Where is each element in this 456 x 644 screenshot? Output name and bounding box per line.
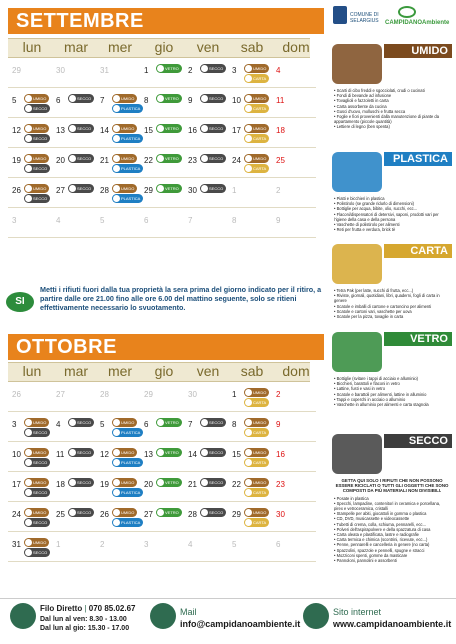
carta-badge: CARTA (244, 164, 269, 173)
vetro-badge: VETRO (156, 94, 182, 103)
umido-bin-image (332, 44, 382, 84)
list-item: • Mozziconi spenti, gomme da masticare (334, 552, 408, 558)
list-item: • Foglie e fiori provenienti dalla manutenzione di piante da appartamento (piccole quantità) (334, 114, 439, 125)
day-number: 6 (144, 216, 149, 225)
day-number: 7 (188, 216, 193, 225)
day-number: 11 (56, 450, 65, 459)
umido-badge: UMIDO (244, 94, 269, 103)
weekday-label: sab (240, 39, 264, 55)
carta-badge: CARTA (244, 398, 269, 407)
day-number: 4 (56, 420, 61, 429)
day-number: 6 (144, 420, 149, 429)
plastica-badge: PLASTICA (112, 488, 143, 497)
list-item: • Polveri dell'aspirapolvere e della spazzatura di casa (334, 526, 431, 532)
list-item: • Tovaglioli e fazzoletti in carta (334, 98, 389, 104)
day-number: 6 (56, 96, 61, 105)
umido-badge: UMIDO (244, 478, 269, 487)
day-number: 16 (188, 126, 197, 135)
calendar-cell (8, 208, 316, 238)
web-link[interactable]: www.campidanoambiente.it (333, 619, 452, 629)
plastica-list (334, 196, 450, 232)
day-number: 1 (232, 186, 237, 195)
secco-badge: SECCO (24, 134, 50, 143)
day-number: 25 (56, 510, 65, 519)
weekday-label: mer (107, 39, 133, 55)
secco-badge: SECCO (200, 154, 226, 163)
secco-list (334, 478, 450, 563)
list-item: • Gusci d'uovo, molluschi e frutta secca (334, 108, 406, 114)
list-item: • Tubetti di crema, colla, schiuma, pennarelli, ecc... (334, 521, 426, 527)
web-title: Sito internet (333, 607, 382, 617)
day-number: 17 (232, 126, 241, 135)
list-item: • CD, DVD, musicassette e videocassette (334, 516, 410, 522)
plastica-badge: PLASTICA (112, 134, 143, 143)
month-header-october: OTTOBRE (8, 334, 324, 360)
carta-header: CARTA (384, 244, 452, 258)
si-badge: SI (6, 292, 34, 312)
list-item: • Scatole e barattoli per alimenti, lattine in alluminio (334, 391, 427, 397)
day-number: 14 (188, 450, 197, 459)
day-number: 28 (100, 186, 109, 195)
day-number: 27 (144, 510, 153, 519)
umido-header: UMIDO (384, 44, 452, 58)
day-number: 23 (276, 480, 285, 489)
plastica-header: PLASTICA (384, 152, 452, 166)
day-number: 31 (12, 540, 21, 549)
list-item: • Lettiere di legno (ben spenta) (334, 124, 390, 130)
secco-intro: GETTA QUI SOLO I RIFIUTI CHE NON POSSONO ESSERE RICICLATI O TUTTI GLI OGGETTI CHE SONO COMPOSTI DA PIÙ MATERIALI NON DIVISIBILI. (335, 478, 449, 494)
footer: Filo Diretto | 070 85.02.67 Dal lun al ven: 8.30 - 13.00 Dal lun al gio: 15.30 - 17.00 Mail info@campidanoambiente.it Sito internet www.campidanoambiente.it (0, 598, 456, 644)
day-number: 30 (56, 66, 65, 75)
vetro-badge: VETRO (156, 184, 182, 193)
carta-badge: CARTA (244, 134, 269, 143)
secco-badge: SECCO (200, 478, 226, 487)
day-number: 3 (12, 216, 17, 225)
day-number: 3 (144, 540, 149, 549)
day-number: 22 (144, 156, 153, 165)
carta-list (334, 288, 450, 319)
secco-badge: SECCO (68, 94, 94, 103)
list-item: • Stampelle per abiti, giocattoli in gomma o plastica (334, 511, 427, 517)
umido-badge: UMIDO (112, 154, 137, 163)
secco-header: SECCO (384, 434, 452, 448)
day-number: 27 (56, 390, 65, 399)
vetro-badge: VETRO (156, 124, 182, 133)
day-number: 22 (232, 480, 241, 489)
umido-badge: UMIDO (24, 184, 49, 193)
day-number: 6 (276, 540, 281, 549)
day-number: 8 (144, 96, 149, 105)
umido-badge: UMIDO (244, 388, 269, 397)
list-item: • Bottiglie per acqua, bibite, olio, succhi, ecc... (334, 206, 418, 212)
day-number: 9 (276, 216, 281, 225)
day-number: 2 (276, 186, 281, 195)
day-number: 9 (188, 96, 193, 105)
list-item: • Carta assorbente da cucina (334, 103, 387, 109)
umido-badge: UMIDO (112, 124, 137, 133)
calendar-cell (8, 58, 316, 88)
list-item: • Tappi e coperchi in acciaio o alluminio (334, 396, 406, 402)
day-number: 28 (100, 390, 109, 399)
day-number: 29 (12, 66, 21, 75)
umido-badge: UMIDO (244, 64, 269, 73)
plastica-badge: PLASTICA (112, 428, 143, 437)
day-number: 5 (232, 540, 237, 549)
umido-badge: UMIDO (112, 184, 137, 193)
comune-crest-icon (333, 6, 347, 24)
day-number: 29 (144, 186, 153, 195)
list-item: • Penne, pennarelli e cancelleria in genere (no carta) (334, 542, 430, 548)
secco-badge: SECCO (200, 94, 226, 103)
list-item: • Scatole per la pizza, tovaglie in carta (334, 314, 404, 320)
calendar-cell (8, 532, 316, 562)
day-number: 30 (188, 390, 197, 399)
secco-badge: SECCO (68, 508, 94, 517)
filo-phone: 070 85.02.67 (88, 604, 136, 613)
plastica-badge: PLASTICA (112, 164, 143, 173)
list-item: • Specchi, lampadine, contenitori in ceramica e porcellana, pirex e vetroceramica, cristalli (334, 500, 441, 512)
list-item: • Posate in plastica (334, 495, 369, 501)
day-number: 19 (100, 480, 109, 489)
vetro-header: VETRO (384, 332, 452, 346)
umido-badge: UMIDO (112, 448, 137, 457)
vetro-badge: VETRO (156, 448, 182, 457)
weekday-label: sab (240, 363, 264, 379)
day-number: 1 (56, 540, 61, 549)
day-number: 16 (276, 450, 285, 459)
secco-badge: SECCO (200, 64, 226, 73)
weekday-label: mer (107, 363, 133, 379)
umido-badge: UMIDO (244, 508, 269, 517)
calendar-cell (8, 442, 316, 472)
umido-badge: UMIDO (24, 154, 49, 163)
day-number: 18 (276, 126, 285, 135)
vetro-list (334, 376, 450, 407)
calendar-cell (8, 502, 316, 532)
list-item: • Carta oleata e plastificata, lastre e radiografie (334, 532, 419, 538)
day-number: 23 (188, 156, 197, 165)
list-item: • Tetra Pak (per latte, succhi di frutta, ecc...) (334, 288, 414, 293)
list-item: • Piatti e bicchieri in plastica (334, 196, 385, 201)
carta-badge: CARTA (244, 104, 269, 113)
plastica-badge: PLASTICA (112, 104, 143, 113)
day-number: 30 (276, 510, 285, 519)
umido-badge: UMIDO (24, 418, 49, 427)
secco-badge: SECCO (200, 184, 226, 193)
secco-badge: SECCO (24, 488, 50, 497)
day-number: 28 (188, 510, 197, 519)
weekday-label: dom (282, 39, 310, 55)
day-number: 2 (276, 390, 281, 399)
day-number: 4 (276, 66, 281, 75)
list-item: • Pannoloni, pannolini e assorbenti (334, 558, 397, 564)
plastica-bin-image (332, 152, 382, 192)
day-number: 9 (276, 420, 281, 429)
day-number: 3 (12, 420, 17, 429)
carta-badge: CARTA (244, 488, 269, 497)
carta-badge: CARTA (244, 458, 269, 467)
day-number: 19 (12, 156, 21, 165)
plastica-badge: PLASTICA (112, 194, 143, 203)
secco-badge: SECCO (200, 508, 226, 517)
comune-logo-text: COMUNE DI SELARGIUS (350, 12, 379, 24)
day-number: 21 (100, 156, 109, 165)
umido-badge: UMIDO (244, 418, 269, 427)
umido-badge: UMIDO (112, 94, 137, 103)
carta-badge: CARTA (244, 518, 269, 527)
carta-badge: CARTA (244, 74, 269, 83)
umido-badge: UMIDO (112, 418, 137, 427)
secco-badge: SECCO (24, 458, 50, 467)
day-number: 1 (232, 390, 237, 399)
weekday-label: mar (63, 363, 89, 379)
day-number: 2 (188, 66, 193, 75)
day-number: 5 (100, 420, 105, 429)
secco-badge: SECCO (200, 448, 226, 457)
day-number: 20 (56, 156, 65, 165)
secco-badge: SECCO (24, 194, 50, 203)
plastica-badge: PLASTICA (112, 518, 143, 527)
calendar-cell (8, 118, 316, 148)
day-number: 12 (100, 450, 109, 459)
day-number: 15 (232, 450, 241, 459)
list-item: • Vaschette di polistirolo per alimenti (334, 222, 400, 228)
calendar-cell (8, 412, 316, 442)
secco-badge: SECCO (24, 518, 50, 527)
vetro-bin-image (332, 332, 382, 372)
day-number: 25 (276, 156, 285, 165)
day-number: 8 (232, 420, 237, 429)
day-number: 26 (100, 510, 109, 519)
carta-bin-image (332, 244, 382, 284)
day-number: 26 (12, 186, 21, 195)
mail-link[interactable]: info@campidanoambiente.it (180, 619, 301, 629)
vetro-badge: VETRO (156, 154, 182, 163)
weekday-label: ven (196, 39, 220, 55)
day-number: 24 (12, 510, 21, 519)
day-number: 30 (188, 186, 197, 195)
day-number: 27 (56, 186, 65, 195)
day-number: 7 (100, 96, 105, 105)
weekday-label: ven (196, 363, 220, 379)
secco-badge: SECCO (24, 428, 50, 437)
umido-badge: UMIDO (24, 124, 49, 133)
day-number: 26 (12, 390, 21, 399)
calendar-cell (8, 88, 316, 118)
day-number: 2 (100, 540, 105, 549)
umido-badge: UMIDO (244, 448, 269, 457)
umido-badge: UMIDO (112, 508, 137, 517)
day-number: 5 (100, 216, 105, 225)
day-number: 7 (188, 420, 193, 429)
filo-hours-2: Dal lun al gio: 15.30 - 17.00 (40, 625, 130, 632)
secco-badge: SECCO (68, 448, 94, 457)
umido-badge: UMIDO (24, 508, 49, 517)
secco-badge: SECCO (24, 104, 50, 113)
globe-icon (303, 603, 329, 629)
list-item: • Lattine, fusti e vasi in vetro (334, 386, 386, 392)
plastica-badge: PLASTICA (112, 458, 143, 467)
secco-badge: SECCO (200, 124, 226, 133)
day-number: 24 (232, 156, 241, 165)
list-item: • Bottiglie (svitare i tappi di acciaio e alluminio) (334, 376, 419, 381)
phone-icon (10, 603, 36, 629)
campidano-logo-text: CAMPIDANOAmbiente (385, 20, 450, 26)
day-number: 1 (144, 66, 149, 75)
carta-badge: CARTA (244, 428, 269, 437)
secco-bin-image (332, 434, 382, 474)
day-number: 21 (188, 480, 197, 489)
day-number: 10 (12, 450, 21, 459)
day-number: 4 (56, 216, 61, 225)
secco-badge: SECCO (68, 478, 94, 487)
vetro-badge: VETRO (156, 508, 182, 517)
day-number: 12 (12, 126, 21, 135)
weekday-label: lun (22, 363, 42, 379)
filo-hours-1: Dal lun al ven: 8.30 - 13.00 (40, 616, 127, 623)
day-number: 29 (232, 510, 241, 519)
day-number: 11 (276, 96, 285, 105)
weekday-label: mar (63, 39, 89, 55)
day-number: 8 (232, 216, 237, 225)
vetro-badge: VETRO (156, 478, 182, 487)
calendar-cell (8, 178, 316, 208)
weekday-label: gio (154, 39, 174, 55)
day-number: 13 (144, 450, 153, 459)
vetro-badge: VETRO (156, 418, 182, 427)
umido-list (334, 88, 450, 130)
weekday-label: lun (22, 39, 42, 55)
day-number: 31 (100, 66, 109, 75)
mail-icon (150, 603, 176, 629)
list-item: • Scarti di cibo freddi e sgocciolati, crudi o cucinati (334, 88, 425, 93)
day-number: 14 (100, 126, 109, 135)
umido-badge: UMIDO (244, 124, 269, 133)
weekday-label: gio (154, 363, 174, 379)
list-item: • Flaconi/dispensatori di detersivi, saponi, prodotti vari per l'igiene della casa e della persona (334, 211, 439, 222)
list-item: • Vaschette in alluminio per alimenti e carta stagnola (334, 402, 429, 408)
filo-title: Filo Diretto (40, 604, 83, 613)
list-item: • Polistirolo (se grande ridurlo di dimensioni) (334, 201, 414, 207)
secco-badge: SECCO (68, 418, 94, 427)
month-header-september: SETTEMBRE (8, 8, 324, 34)
umido-badge: UMIDO (112, 478, 137, 487)
list-item: • Fondi di bevande ad infusione (334, 93, 392, 99)
day-number: 17 (12, 480, 21, 489)
day-number: 15 (144, 126, 153, 135)
collection-note: Metti i rifiuti fuori dalla tua proprietà la sera prima del giorno indicato per il ritiro, a partire dalle ore 21.00 fino alle ore 6.00 del mattino seguente, solo se ritieni effettivamente necessario lo svuotamento. (40, 285, 322, 312)
umido-badge: UMIDO (244, 154, 269, 163)
umido-badge: UMIDO (24, 94, 49, 103)
secco-badge: SECCO (68, 154, 94, 163)
day-number: 3 (232, 66, 237, 75)
day-number: 13 (56, 126, 65, 135)
list-item: • Spazzolini, spazzole e pennelli, spugne e stracci (334, 547, 425, 553)
umido-badge: UMIDO (24, 538, 49, 547)
day-number: 5 (12, 96, 17, 105)
secco-badge: SECCO (24, 164, 50, 173)
calendar-cell (8, 382, 316, 412)
calendar-cell (8, 148, 316, 178)
secco-badge: SECCO (68, 124, 94, 133)
campidano-logo-icon (398, 6, 416, 18)
list-item: • Riviste, giornali, quotidiani, libri, quaderni, fogli di carta in genere (334, 293, 440, 304)
vetro-badge: VETRO (156, 64, 182, 73)
list-item: • Carta termica e chimica (scontrini, ricevute, ecc...) (334, 537, 428, 543)
secco-badge: SECCO (200, 418, 226, 427)
list-item: • Scatole e imballi di cartone e cartoncino per alimenti (334, 303, 432, 309)
mail-title: Mail (180, 607, 197, 617)
list-item: • Bicchieri, barattoli e flaconi in vetro (334, 381, 400, 387)
list-item: • Reti per frutta e verdura, brick tè (334, 227, 396, 233)
day-number: 10 (232, 96, 241, 105)
weekday-label: dom (282, 363, 310, 379)
day-number: 4 (188, 540, 193, 549)
day-number: 20 (144, 480, 153, 489)
umido-badge: UMIDO (24, 448, 49, 457)
calendar-cell (8, 472, 316, 502)
day-number: 18 (56, 480, 65, 489)
secco-badge: SECCO (68, 184, 94, 193)
secco-badge: SECCO (24, 548, 50, 557)
umido-badge: UMIDO (24, 478, 49, 487)
list-item: • Scatole e cartoni vari, vaschette per uova (334, 308, 412, 314)
day-number: 29 (144, 390, 153, 399)
